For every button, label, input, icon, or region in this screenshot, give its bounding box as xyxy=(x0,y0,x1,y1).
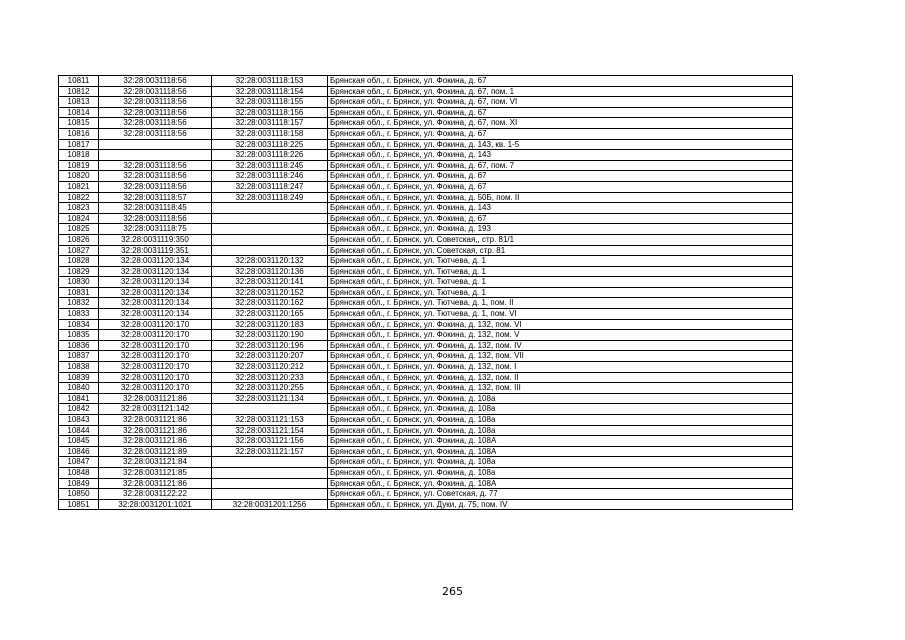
object-cadastral-number-cell: 32:28:0031120:233 xyxy=(212,372,328,383)
address-cell: Брянская обл., г. Брянск, ул. Фокина, д. 67 xyxy=(328,128,793,139)
address-cell: Брянская обл., г. Брянск, ул. Фокина, д. 108а xyxy=(328,425,793,436)
table-row xyxy=(59,489,793,500)
parcel-cadastral-number-cell: 32:28:0031118:56 xyxy=(99,97,212,108)
parcel-cadastral-number-cell: 32:28:0031118:56 xyxy=(99,86,212,97)
record-number-cell: 10811 xyxy=(59,76,99,87)
record-number-cell: 10824 xyxy=(59,213,99,224)
parcel-cadastral-number-cell: 32:28:0031121:85 xyxy=(99,467,212,478)
address-cell: Брянская обл., г. Брянск, ул. Фокина, д. 67 xyxy=(328,107,793,118)
address-cell: Брянская обл., г. Брянск, ул. Советская, д. 77 xyxy=(328,489,793,500)
parcel-cadastral-number-cell: 32:28:0031120:170 xyxy=(99,372,212,383)
address-cell: Брянская обл., г. Брянск, ул. Советская, стр. 81 xyxy=(328,245,793,256)
record-number-cell: 10830 xyxy=(59,277,99,288)
address-cell: Брянская обл., г. Брянск, ул. Фокина, д. 67 xyxy=(328,76,793,87)
record-number-cell: 10812 xyxy=(59,86,99,97)
address-cell: Брянская обл., г. Брянск, ул. Фокина, д. 67 xyxy=(328,171,793,182)
table-row xyxy=(59,351,793,362)
object-cadastral-number-cell: 32:28:0031118:154 xyxy=(212,86,328,97)
object-cadastral-number-cell: 32:28:0031120:165 xyxy=(212,309,328,320)
table-row xyxy=(59,97,793,108)
record-number-cell: 10819 xyxy=(59,160,99,171)
parcel-cadastral-number-cell: 32:28:0031120:170 xyxy=(99,351,212,362)
address-cell: Брянская обл., г. Брянск, ул. Фокина, д. 132, пом. VII xyxy=(328,351,793,362)
table-row xyxy=(59,277,793,288)
table-row xyxy=(59,298,793,309)
table-row xyxy=(59,340,793,351)
table-row xyxy=(59,309,793,320)
parcel-cadastral-number-cell: 32:28:0031120:134 xyxy=(99,287,212,298)
address-cell: Брянская обл., г. Брянск, ул. Фокина, д. 108А xyxy=(328,446,793,457)
object-cadastral-number-cell xyxy=(212,457,328,468)
record-number-cell: 10816 xyxy=(59,128,99,139)
table-row xyxy=(59,478,793,489)
record-number-cell: 10817 xyxy=(59,139,99,150)
parcel-cadastral-number-cell: 32:28:0031121:89 xyxy=(99,446,212,457)
address-cell: Брянская обл., г. Брянск, ул. Фокина, д. 193 xyxy=(328,224,793,235)
table-row xyxy=(59,118,793,129)
parcel-cadastral-number-cell: 32:28:0031118:56 xyxy=(99,128,212,139)
cadastral-register-table xyxy=(58,75,793,510)
record-number-cell: 10845 xyxy=(59,436,99,447)
parcel-cadastral-number-cell: 32:28:0031120:134 xyxy=(99,309,212,320)
record-number-cell: 10850 xyxy=(59,489,99,500)
address-cell: Брянская обл., г. Брянск, ул. Фокина, д. 67, пом. 7 xyxy=(328,160,793,171)
record-number-cell: 10840 xyxy=(59,383,99,394)
object-cadastral-number-cell: 32:28:0031121:156 xyxy=(212,436,328,447)
object-cadastral-number-cell xyxy=(212,489,328,500)
address-cell: Брянская обл., г. Брянск, ул. Дуки, д. 75, пом. IV xyxy=(328,499,793,510)
object-cadastral-number-cell: 32:28:0031118:247 xyxy=(212,181,328,192)
record-number-cell: 10835 xyxy=(59,330,99,341)
parcel-cadastral-number-cell: 32:28:0031118:56 xyxy=(99,171,212,182)
address-cell: Брянская обл., г. Брянск, ул. Советская,, стр. 81/1 xyxy=(328,234,793,245)
table-row xyxy=(59,499,793,510)
address-cell: Брянская обл., г. Брянск, ул. Тютчева, д. 1, пом. II xyxy=(328,298,793,309)
table-row xyxy=(59,86,793,97)
object-cadastral-number-cell xyxy=(212,213,328,224)
record-number-cell: 10831 xyxy=(59,287,99,298)
record-number-cell: 10829 xyxy=(59,266,99,277)
table-row xyxy=(59,319,793,330)
register-table-body xyxy=(59,76,793,510)
parcel-cadastral-number-cell: 32:28:0031118:56 xyxy=(99,160,212,171)
table-row xyxy=(59,76,793,87)
table-row xyxy=(59,107,793,118)
parcel-cadastral-number-cell: 32:28:0031201:1021 xyxy=(99,499,212,510)
address-cell: Брянская обл., г. Брянск, ул. Тютчева, д. 1 xyxy=(328,277,793,288)
table-row xyxy=(59,266,793,277)
object-cadastral-number-cell: 32:28:0031121:154 xyxy=(212,425,328,436)
record-number-cell: 10818 xyxy=(59,150,99,161)
table-row xyxy=(59,171,793,182)
parcel-cadastral-number-cell: 32:28:0031118:45 xyxy=(99,203,212,214)
table-row xyxy=(59,213,793,224)
address-cell: Брянская обл., г. Брянск, ул. Тютчева, д. 1 xyxy=(328,287,793,298)
parcel-cadastral-number-cell: 32:28:0031120:170 xyxy=(99,340,212,351)
table-row xyxy=(59,436,793,447)
parcel-cadastral-number-cell xyxy=(99,150,212,161)
parcel-cadastral-number-cell: 32:28:0031118:56 xyxy=(99,213,212,224)
parcel-cadastral-number-cell: 32:28:0031120:170 xyxy=(99,383,212,394)
address-cell: Брянская обл., г. Брянск, ул. Фокина, д. 132, пом. III xyxy=(328,383,793,394)
record-number-cell: 10848 xyxy=(59,467,99,478)
record-number-cell: 10846 xyxy=(59,446,99,457)
record-number-cell: 10813 xyxy=(59,97,99,108)
address-cell: Брянская обл., г. Брянск, ул. Фокина, д. 143, кв. 1-5 xyxy=(328,139,793,150)
object-cadastral-number-cell xyxy=(212,478,328,489)
record-number-cell: 10834 xyxy=(59,319,99,330)
table-row xyxy=(59,181,793,192)
record-number-cell: 10842 xyxy=(59,404,99,415)
object-cadastral-number-cell: 32:28:0031118:249 xyxy=(212,192,328,203)
object-cadastral-number-cell: 32:28:0031120:183 xyxy=(212,319,328,330)
address-cell: Брянская обл., г. Брянск, ул. Фокина, д. 50Б, пом. II xyxy=(328,192,793,203)
address-cell: Брянская обл., г. Брянск, ул. Фокина, д. 108А xyxy=(328,478,793,489)
object-cadastral-number-cell xyxy=(212,203,328,214)
object-cadastral-number-cell: 32:28:0031120:132 xyxy=(212,256,328,267)
table-row xyxy=(59,372,793,383)
parcel-cadastral-number-cell: 32:28:0031120:134 xyxy=(99,298,212,309)
object-cadastral-number-cell: 32:28:0031120:207 xyxy=(212,351,328,362)
record-number-cell: 10832 xyxy=(59,298,99,309)
object-cadastral-number-cell: 32:28:0031201:1256 xyxy=(212,499,328,510)
record-number-cell: 10823 xyxy=(59,203,99,214)
parcel-cadastral-number-cell: 32:28:0031120:170 xyxy=(99,362,212,373)
table-row xyxy=(59,415,793,426)
address-cell: Брянская обл., г. Брянск, ул. Фокина, д. 132, пом. V xyxy=(328,330,793,341)
record-number-cell: 10820 xyxy=(59,171,99,182)
record-number-cell: 10838 xyxy=(59,362,99,373)
record-number-cell: 10828 xyxy=(59,256,99,267)
address-cell: Брянская обл., г. Брянск, ул. Фокина, д. 67, пом. XI xyxy=(328,118,793,129)
address-cell: Брянская обл., г. Брянск, ул. Фокина, д. 143 xyxy=(328,150,793,161)
table-row xyxy=(59,224,793,235)
object-cadastral-number-cell: 32:28:0031118:246 xyxy=(212,171,328,182)
object-cadastral-number-cell xyxy=(212,245,328,256)
record-number-cell: 10836 xyxy=(59,340,99,351)
parcel-cadastral-number-cell: 32:28:0031119:350 xyxy=(99,234,212,245)
record-number-cell: 10827 xyxy=(59,245,99,256)
address-cell: Брянская обл., г. Брянск, ул. Фокина, д. 132, пом. IV xyxy=(328,340,793,351)
parcel-cadastral-number-cell: 32:28:0031121:142 xyxy=(99,404,212,415)
table-row xyxy=(59,234,793,245)
record-number-cell: 10839 xyxy=(59,372,99,383)
object-cadastral-number-cell xyxy=(212,224,328,235)
object-cadastral-number-cell: 32:28:0031118:245 xyxy=(212,160,328,171)
address-cell: Брянская обл., г. Брянск, ул. Фокина, д. 67, пом. 1 xyxy=(328,86,793,97)
record-number-cell: 10843 xyxy=(59,415,99,426)
address-cell: Брянская обл., г. Брянск, ул. Фокина, д. 108а xyxy=(328,393,793,404)
parcel-cadastral-number-cell: 32:28:0031121:86 xyxy=(99,393,212,404)
page-number: 265 xyxy=(442,585,463,598)
object-cadastral-number-cell: 32:28:0031120:196 xyxy=(212,340,328,351)
record-number-cell: 10837 xyxy=(59,351,99,362)
parcel-cadastral-number-cell: 32:28:0031118:56 xyxy=(99,181,212,192)
object-cadastral-number-cell: 32:28:0031118:156 xyxy=(212,107,328,118)
parcel-cadastral-number-cell: 32:28:0031118:57 xyxy=(99,192,212,203)
record-number-cell: 10844 xyxy=(59,425,99,436)
address-cell: Брянская обл., г. Брянск, ул. Фокина, д. 108а xyxy=(328,467,793,478)
table-row xyxy=(59,245,793,256)
parcel-cadastral-number-cell: 32:28:0031120:134 xyxy=(99,266,212,277)
object-cadastral-number-cell: 32:28:0031121:134 xyxy=(212,393,328,404)
table-row xyxy=(59,467,793,478)
parcel-cadastral-number-cell: 32:28:0031121:86 xyxy=(99,436,212,447)
parcel-cadastral-number-cell: 32:28:0031120:134 xyxy=(99,256,212,267)
table-row xyxy=(59,362,793,373)
address-cell: Брянская обл., г. Брянск, ул. Тютчева, д. 1 xyxy=(328,256,793,267)
parcel-cadastral-number-cell xyxy=(99,139,212,150)
table-row xyxy=(59,192,793,203)
object-cadastral-number-cell: 32:28:0031120:255 xyxy=(212,383,328,394)
address-cell: Брянская обл., г. Брянск, ул. Фокина, д. 143 xyxy=(328,203,793,214)
object-cadastral-number-cell: 32:28:0031118:225 xyxy=(212,139,328,150)
address-cell: Брянская обл., г. Брянск, ул. Тютчева, д. 1, пом. VI xyxy=(328,309,793,320)
object-cadastral-number-cell xyxy=(212,404,328,415)
record-number-cell: 10826 xyxy=(59,234,99,245)
address-cell: Брянская обл., г. Брянск, ул. Фокина, д. 132, пом. II xyxy=(328,372,793,383)
object-cadastral-number-cell: 32:28:0031118:157 xyxy=(212,118,328,129)
object-cadastral-number-cell: 32:28:0031120:152 xyxy=(212,287,328,298)
object-cadastral-number-cell: 32:28:0031118:226 xyxy=(212,150,328,161)
address-cell: Брянская обл., г. Брянск, ул. Фокина, д. 132, пом. I xyxy=(328,362,793,373)
address-cell: Брянская обл., г. Брянск, ул. Фокина, д. 67 xyxy=(328,213,793,224)
parcel-cadastral-number-cell: 32:28:0031118:75 xyxy=(99,224,212,235)
object-cadastral-number-cell: 32:28:0031120:141 xyxy=(212,277,328,288)
record-number-cell: 10814 xyxy=(59,107,99,118)
table-row xyxy=(59,393,793,404)
record-number-cell: 10815 xyxy=(59,118,99,129)
address-cell: Брянская обл., г. Брянск, ул. Фокина, д. 108А xyxy=(328,436,793,447)
table-row xyxy=(59,287,793,298)
parcel-cadastral-number-cell: 32:28:0031121:86 xyxy=(99,415,212,426)
record-number-cell: 10822 xyxy=(59,192,99,203)
parcel-cadastral-number-cell: 32:28:0031120:170 xyxy=(99,319,212,330)
address-cell: Брянская обл., г. Брянск, ул. Фокина, д. 108а xyxy=(328,457,793,468)
parcel-cadastral-number-cell: 32:28:0031118:56 xyxy=(99,118,212,129)
parcel-cadastral-number-cell: 32:28:0031120:170 xyxy=(99,330,212,341)
object-cadastral-number-cell: 32:28:0031120:212 xyxy=(212,362,328,373)
object-cadastral-number-cell: 32:28:0031120:136 xyxy=(212,266,328,277)
parcel-cadastral-number-cell: 32:28:0031122:22 xyxy=(99,489,212,500)
address-cell: Брянская обл., г. Брянск, ул. Фокина, д. 132, пом. VI xyxy=(328,319,793,330)
address-cell: Брянская обл., г. Брянск, ул. Тютчева, д. 1 xyxy=(328,266,793,277)
parcel-cadastral-number-cell: 32:28:0031118:56 xyxy=(99,107,212,118)
parcel-cadastral-number-cell: 32:28:0031119:351 xyxy=(99,245,212,256)
table-row xyxy=(59,150,793,161)
record-number-cell: 10849 xyxy=(59,478,99,489)
table-row xyxy=(59,330,793,341)
table-row xyxy=(59,203,793,214)
parcel-cadastral-number-cell: 32:28:0031121:84 xyxy=(99,457,212,468)
object-cadastral-number-cell: 32:28:0031118:158 xyxy=(212,128,328,139)
object-cadastral-number-cell: 32:28:0031121:153 xyxy=(212,415,328,426)
address-cell: Брянская обл., г. Брянск, ул. Фокина, д. 67, пом. VI xyxy=(328,97,793,108)
object-cadastral-number-cell: 32:28:0031120:162 xyxy=(212,298,328,309)
address-cell: Брянская обл., г. Брянск, ул. Фокина, д. 108а xyxy=(328,404,793,415)
parcel-cadastral-number-cell: 32:28:0031118:56 xyxy=(99,76,212,87)
object-cadastral-number-cell xyxy=(212,234,328,245)
table-row xyxy=(59,446,793,457)
table-row xyxy=(59,160,793,171)
record-number-cell: 10851 xyxy=(59,499,99,510)
table-row xyxy=(59,425,793,436)
record-number-cell: 10833 xyxy=(59,309,99,320)
record-number-cell: 10821 xyxy=(59,181,99,192)
record-number-cell: 10841 xyxy=(59,393,99,404)
object-cadastral-number-cell: 32:28:0031118:153 xyxy=(212,76,328,87)
parcel-cadastral-number-cell: 32:28:0031120:134 xyxy=(99,277,212,288)
record-number-cell: 10847 xyxy=(59,457,99,468)
record-number-cell: 10825 xyxy=(59,224,99,235)
parcel-cadastral-number-cell: 32:28:0031121:86 xyxy=(99,425,212,436)
table-row xyxy=(59,457,793,468)
address-cell: Брянская обл., г. Брянск, ул. Фокина, д. 67 xyxy=(328,181,793,192)
object-cadastral-number-cell xyxy=(212,467,328,478)
table-row xyxy=(59,139,793,150)
object-cadastral-number-cell: 32:28:0031121:157 xyxy=(212,446,328,457)
object-cadastral-number-cell: 32:28:0031120:190 xyxy=(212,330,328,341)
table-row xyxy=(59,383,793,394)
table-row xyxy=(59,256,793,267)
address-cell: Брянская обл., г. Брянск, ул. Фокина, д. 108а xyxy=(328,415,793,426)
table-row xyxy=(59,404,793,415)
parcel-cadastral-number-cell: 32:28:0031121:86 xyxy=(99,478,212,489)
table-row xyxy=(59,128,793,139)
object-cadastral-number-cell: 32:28:0031118:155 xyxy=(212,97,328,108)
